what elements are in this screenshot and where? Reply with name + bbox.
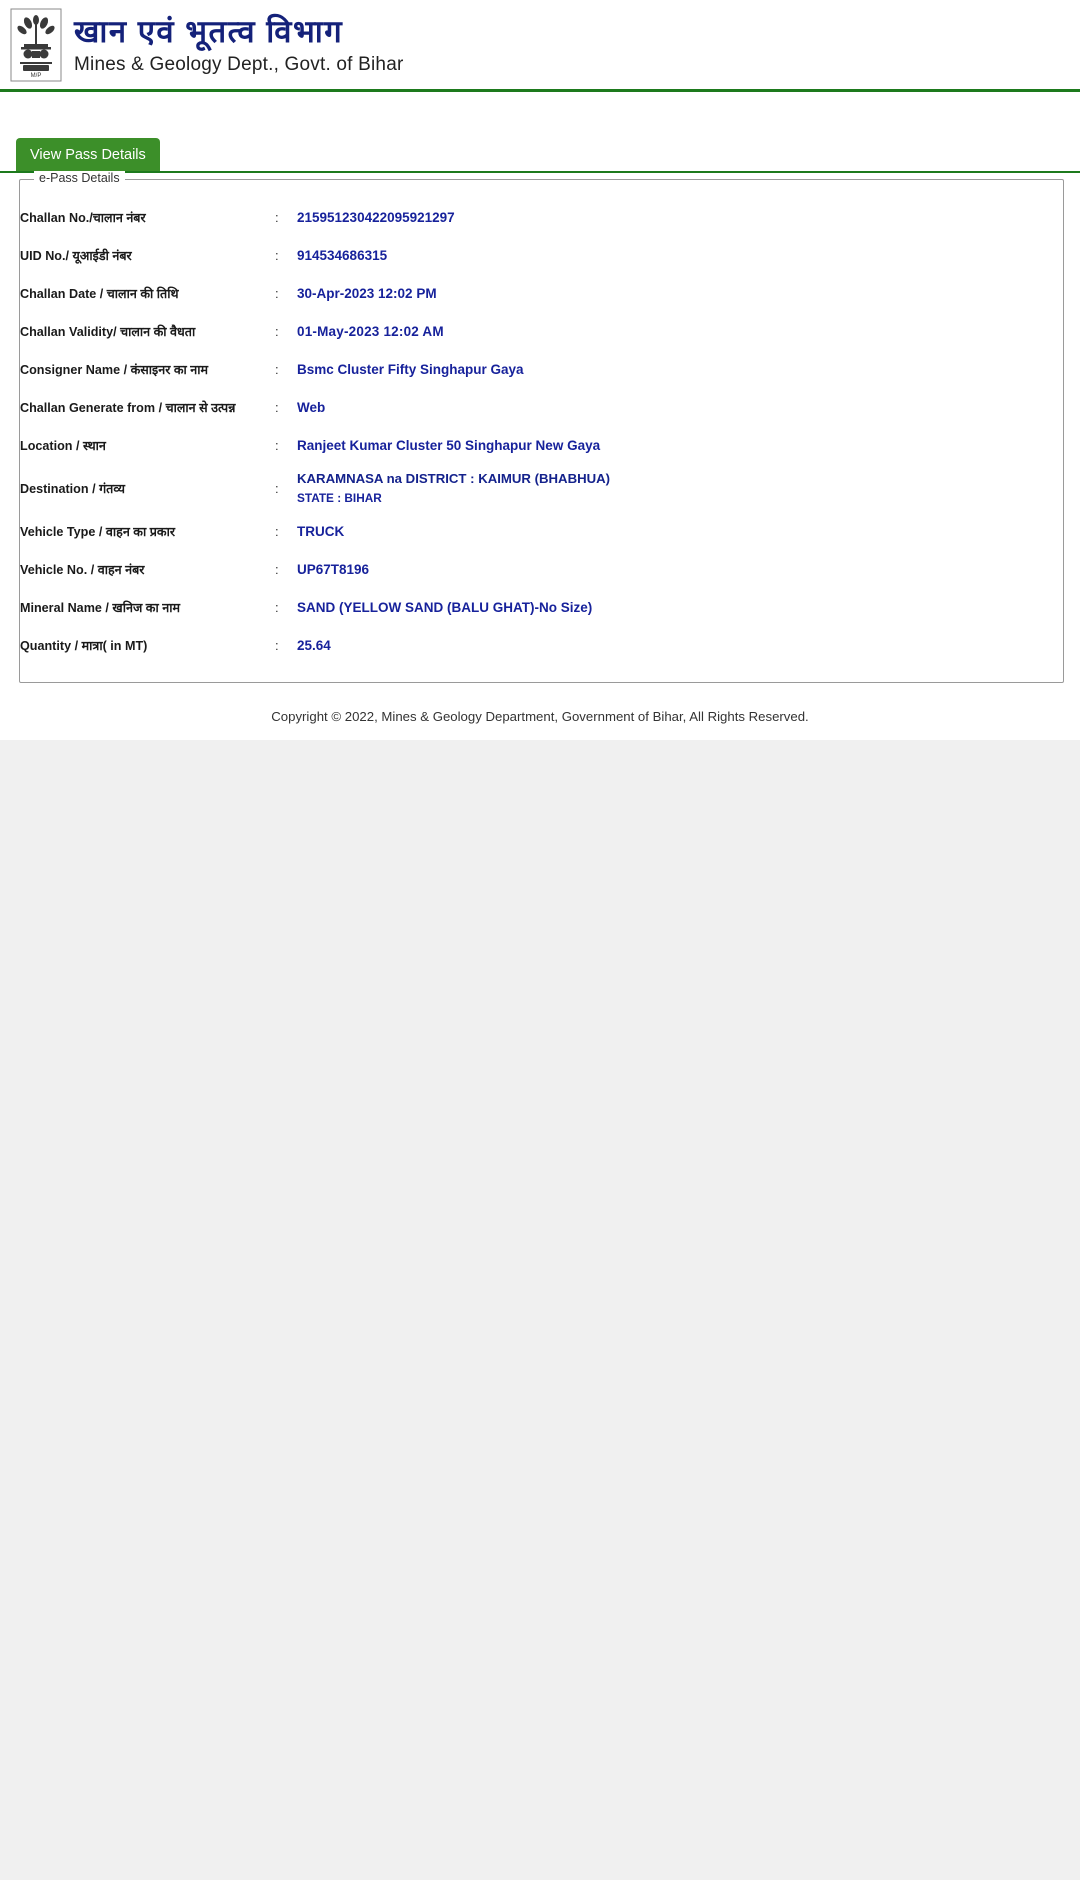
row-colon: : bbox=[275, 561, 279, 577]
row-colon: : bbox=[275, 285, 279, 301]
table-row bbox=[20, 588, 1063, 626]
site-header bbox=[0, 0, 1080, 92]
row-colon: : bbox=[275, 399, 279, 415]
row-colon: : bbox=[275, 361, 279, 377]
destination-line-2: STATE : BIHAR bbox=[297, 491, 382, 505]
row-colon: : bbox=[275, 599, 279, 615]
header-title-english: Mines & Geology Dept., Govt. of Bihar bbox=[74, 53, 404, 75]
row-colon: : bbox=[275, 247, 279, 263]
row-label: Location / स्थान bbox=[20, 438, 106, 453]
table-row bbox=[20, 626, 1063, 664]
row-colon: : bbox=[275, 209, 279, 225]
row-colon: : bbox=[275, 523, 279, 539]
tab-view-pass-details[interactable]: View Pass Details bbox=[16, 138, 160, 171]
bihar-emblem-icon bbox=[10, 8, 62, 82]
row-value-vehicle-no: UP67T8196 bbox=[297, 561, 370, 577]
row-colon: : bbox=[275, 437, 279, 453]
epass-details-panel bbox=[19, 171, 1064, 683]
table-row bbox=[20, 512, 1063, 550]
row-value-challan-no: 215951230422095921297 bbox=[297, 209, 455, 225]
row-colon: : bbox=[275, 480, 279, 496]
table-row bbox=[20, 236, 1063, 274]
row-value-uid-no: 914534686315 bbox=[297, 247, 388, 263]
row-value-quantity: 25.64 bbox=[297, 637, 331, 653]
row-label: Quantity / मात्रा( in MT) bbox=[20, 638, 148, 653]
row-label: Mineral Name / खनिज का नाम bbox=[20, 600, 180, 615]
row-label: Vehicle No. / वाहन नंबर bbox=[20, 562, 145, 577]
row-value-vehicle-type: TRUCK bbox=[297, 523, 345, 539]
epass-details-table bbox=[20, 198, 1063, 664]
row-label: Challan Generate from / चालान से उत्पन्न bbox=[20, 400, 236, 415]
panel-legend: e-Pass Details bbox=[34, 171, 125, 185]
row-value-mineral-name: SAND (YELLOW SAND (BALU GHAT)-No Size) bbox=[297, 599, 593, 615]
row-label: UID No./ यूआईडी नंबर bbox=[20, 248, 132, 263]
row-value-destination bbox=[297, 464, 1063, 512]
tab-strip bbox=[0, 136, 1080, 173]
row-label: Challan Validity/ चालान की वैधता bbox=[20, 324, 196, 339]
row-value-challan-validity: 01-May-2023 12:02 AM bbox=[297, 323, 444, 339]
row-label: Vehicle Type / वाहन का प्रकार bbox=[20, 524, 175, 539]
table-row bbox=[20, 198, 1063, 236]
row-colon: : bbox=[275, 323, 279, 339]
table-row bbox=[20, 350, 1063, 388]
row-label: Challan Date / चालान की तिथि bbox=[20, 286, 179, 301]
page-background-filler bbox=[0, 740, 1080, 1880]
row-value-location: Ranjeet Kumar Cluster 50 Singhapur New Gaya bbox=[297, 437, 601, 453]
table-row bbox=[20, 550, 1063, 588]
header-title-hindi: खान एवं भूतत्व विभाग bbox=[74, 13, 344, 49]
row-label: Challan No./चालान नंबर bbox=[20, 210, 146, 225]
table-row bbox=[20, 426, 1063, 464]
table-row bbox=[20, 388, 1063, 426]
row-value-challan-generate-from: Web bbox=[297, 399, 326, 415]
table-row bbox=[20, 464, 1063, 512]
table-row bbox=[20, 312, 1063, 350]
row-value-consigner-name: Bsmc Cluster Fifty Singhapur Gaya bbox=[297, 361, 524, 377]
row-label: Consigner Name / कंसाइनर का नाम bbox=[20, 362, 209, 377]
destination-line-1: KARAMNASA na DISTRICT : KAIMUR (BHABHUA) bbox=[297, 471, 611, 486]
svg-text:M/P: M/P bbox=[30, 72, 42, 79]
table-row bbox=[20, 274, 1063, 312]
row-label: Destination / गंतव्य bbox=[20, 481, 125, 496]
row-value-challan-date: 30-Apr-2023 12:02 PM bbox=[297, 285, 437, 301]
row-colon: : bbox=[275, 637, 279, 653]
footer-copyright: Copyright © 2022, Mines & Geology Department, Government of Bihar, All Rights Reserved. bbox=[0, 697, 1080, 740]
